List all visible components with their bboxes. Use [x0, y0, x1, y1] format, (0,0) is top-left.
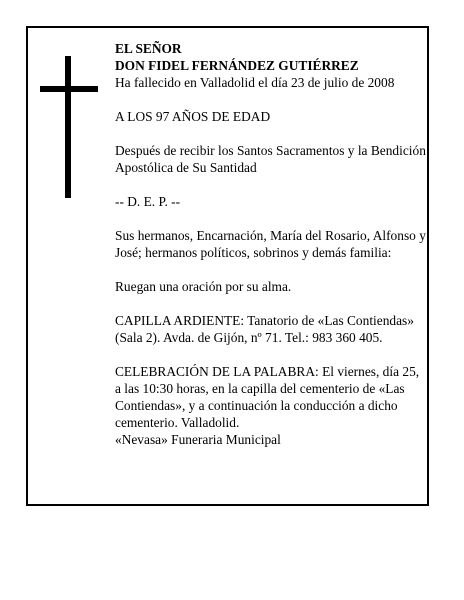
- chapel-paragraph: CAPILLA ARDIENTE: Tanatorio de «Las Contiendas» (Sala 2). Avda. de Gijón, nº 71. Tel.: 983 360 405.: [115, 313, 414, 345]
- sacraments-paragraph: Después de recibir los Santos Sacramentos y la Bendición Apostólica de Su Santidad: [115, 143, 426, 175]
- funeral-home-line: «Nevasa» Funeraria Municipal: [115, 432, 281, 447]
- rip-line: -- D. E. P. --: [115, 194, 181, 209]
- obituary-notice: [26, 26, 429, 506]
- cross-horizontal-bar: [40, 86, 98, 92]
- death-announcement: Ha fallecido en Valladolid el día 23 de julio de 2008: [115, 75, 395, 90]
- notice-title-line1: EL SEÑOR: [115, 41, 182, 56]
- celebration-paragraph: CELEBRACIÓN DE LA PALABRA: El viernes, día 25, a las 10:30 horas, en la capilla del cementerio de «Las Contiendas», y a continuación la conducción a dicho cementerio. Valladolid.: [115, 364, 420, 430]
- age-line: A LOS 97 AÑOS DE EDAD: [115, 109, 271, 124]
- cross-vertical-bar: [65, 56, 71, 198]
- cross-icon: [40, 56, 98, 198]
- notice-title-line2: DON FIDEL FERNÁNDEZ GUTIÉRREZ: [115, 58, 359, 73]
- notice-text: [115, 40, 427, 448]
- family-paragraph: Sus hermanos, Encarnación, María del Rosario, Alfonso y José; hermanos políticos, sobrinos y demás familia:: [115, 228, 426, 260]
- prayer-line: Ruegan una oración por su alma.: [115, 279, 292, 294]
